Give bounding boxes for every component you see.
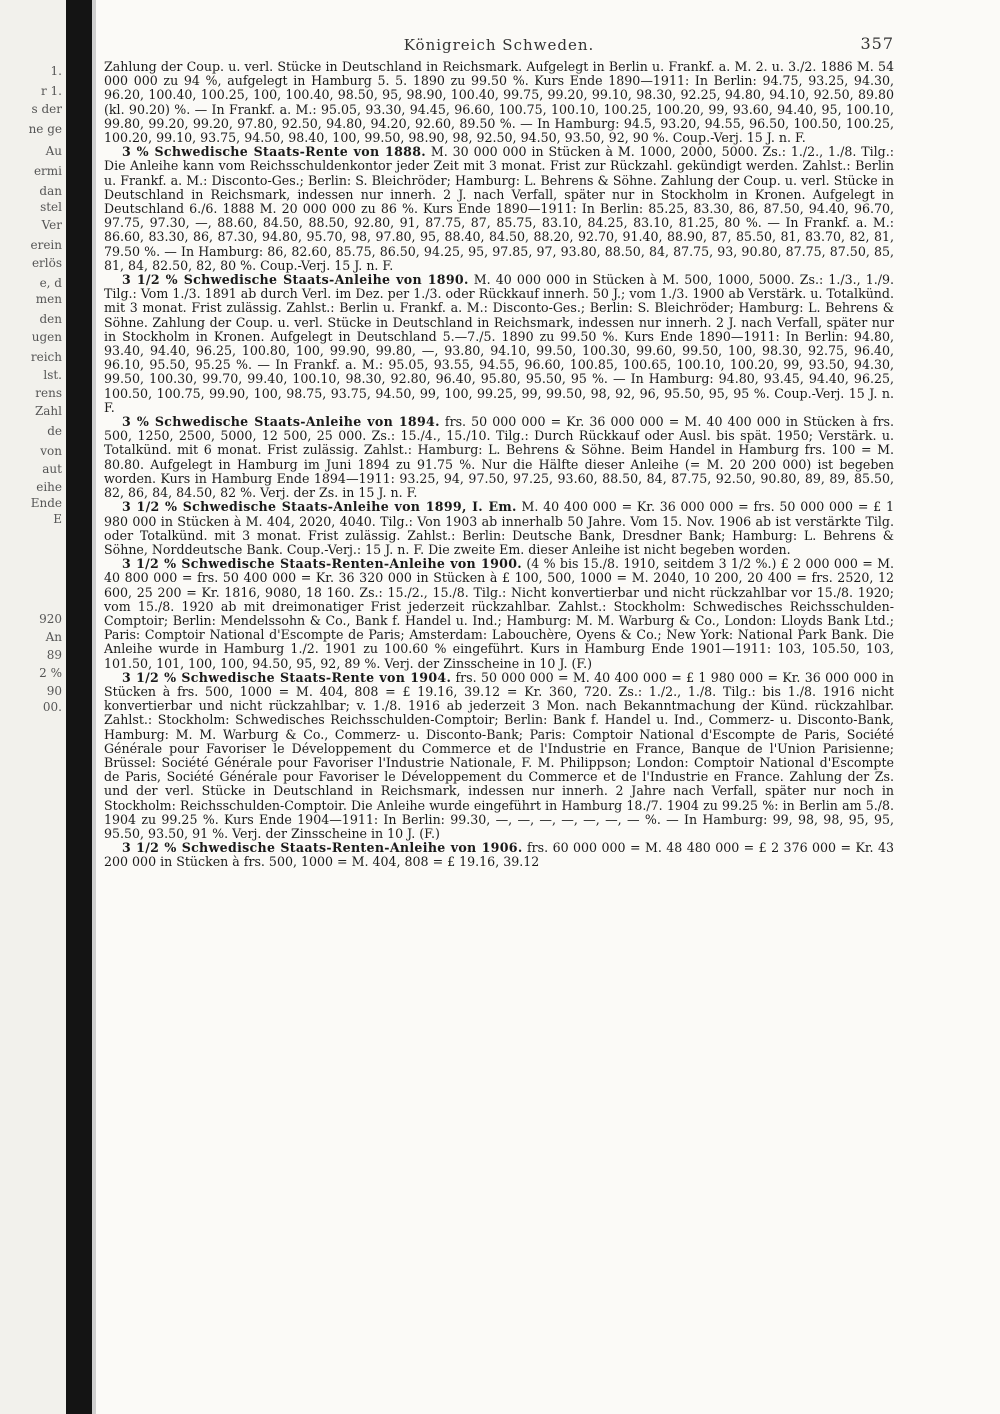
entry-text: M. 40 400 000 = Kr. 36 000 000 = frs. 50 000 000 = £ 1 980 000 in Stücken à M. 404, 2020, 4040. Tilg.: Von 1903 ab innerhalb 50 Jahre. Vom 15. Nov. 1906 ab ist verstärkte Tilg. oder Totalkünd. mit 3 monat. Frist zulässig. Zahlst.: Berlin: Deutsche Bank, Dresdner Bank; Hamburg: L. Behrens & Söhne, Norddeutsche Bank. Coup.-Verj.: 15 J. n. F. Die zweite Em. dieser Anleihe ist nicht begeben worden. [104,499,894,557]
margin-fragment: aut [42,462,62,476]
margin-fragment: E [53,512,62,526]
entry-text: M. 40 000 000 in Stücken à M. 500, 1000, 5000. Zs.: 1./3., 1./9. Tilg.: Vom 1./3. 1891 ab durch Verl. im Dez. per 1./3. oder Rückkauf innerh. 50 J.; vom 1./3. 1900 ab Verstärk. u. Totalkünd. mit 3 monat. Frist zulässig. Zahlst.: Berlin u. Frankf. a. M.: Disconto-Ges.; Berlin: S. Bleichröder; Hamburg: L. Behrens & Söhne. Zahlung der Coup. u. verl. Stücke in Deutschland in Reichsmark, indessen nur innerh. 2 J. nach Verfall, später nur in Stockholm in Kronen. Aufgelegt in Deutschland 5.—7./5. 1890 zu 99.50 %. Kurs Ende 1890—1911: In Berlin: 94.80, 93.40, 94.40, 96.25, 100.80, 100, 99.90, 99.80, —, 93.80, 94.10, 99.50, 100.30, 99.60, 99.50, 100, 98.30, 92.75, 96.40, 96.10, 95.50, 95.25 %. — In Frankf. a. M.: 95.05, 93.55, 94.55, 96.60, 100.85, 100.65, 100.10, 100.20, 99, 93.50, 94.30, 99.50, 100.30, 99.70, 99.40, 100.10, 98.30, 92.80, 96.40, 95.80, 95.50, 95 %. — In Hamburg: 94.80, 93.45, 94.40, 96.25, 100.50, 100.75, 99.90, 100, 98.75, 93.75, 94.50, 99, 100, 99.25, 99, 99.50, 98, 92, 96, 95.50, 95, 95 %. Coup.-Verj. 15 J. n. F. [104,272,894,415]
margin-fragment: Ende [30,496,62,510]
entry-text: M. 30 000 000 in Stücken à M. 1000, 2000, 5000. Zs.: 1./2., 1./8. Tilg.: Die Anleihe kann vom Reichsschuldenkontor jeder Zeit mit 3 monat. Frist zur Rückzahl. gekündigt werden. Zahlst.: Berlin u. Frankf. a. M.: Disconto-Ges.; Berlin: S. Bleichröder; Hamburg: L. Behrens & Söhne. Zahlung der Coup. u. verl. Stücke in Deutschland in Reichsmark, indessen nur innerh. 2 J. nach Verfall, später nur in Stockholm in Kronen. Aufgelegt in Deutschland 6./6. 1888 M. 20 000 000 zu 86 %. Kurs Ende 1890—1911: In Berlin: 85.25, 83.30, 86, 87.50, 94.40, 96.70, 97.75, 97.30, —, 88.60, 84.50, 88.50, 92.80, 91, 87.75, 87, 85.75, 83.10, 84.25, 83.10, 81.25, 80 %. — In Frankf. a. M.: 86.60, 83.30, 86, 87.30, 94.80, 95.70, 98, 97.80, 95, 88.40, 84.50, 88.20, 92.70, 91.40, 88.90, 87, 85.50, 81, 83.70, 82, 81, 79.50 %. — In Hamburg: 86, 82.60, 85.75, 86.50, 94.25, 95, 97.85, 97, 93.80, 88.50, 84, 87.75, 93, 90.80, 87.75, 87.50, 85, 81, 84, 82.50, 82, 80 %. Coup.-Verj. 15 J. n. F. [104,144,894,273]
entry-text: frs. 50 000 000 = M. 40 400 000 = £ 1 980 000 = Kr. 36 000 000 in Stücken à frs. 500, 1000 = M. 404, 808 = £ 19.16, 39.12 = Kr. 360, 720. Zs.: 1./2., 1./8. Tilg.: bis 1./8. 1916 nicht konvertierbar und nicht rückzahlbar; v. 1./8. 1916 ab jederzeit 3 Mon. nach Bekanntmachung der Künd. rückzahlbar. Zahlst.: Stockholm: Schwedisches Reichsschulden-Comptoir; Berlin: Bank f. Handel u. Ind., Commerz- u. Disconto-Bank, Hamburg: M. M. Warburg & Co., Commerz- u. Disconto-Bank; Paris: Comptoir National d'Escompte de Paris, Société Générale pour Favoriser le Développement du Commerce et de l'Industrie en France, Banque de l'Union Parisienne; Brüssel: Société Générale pour Favoriser l'Industrie Nationale, F. M. Philippson; London: Comptoir National d'Escompte de Paris, Société Générale pour Favoriser le Développement du Commerce et de l'Industrie en France. Zahlung der Zs. und der verl. Stücke in Deutschland in Reichsmark, indessen nur innerh. 2 Jahre nach Verfall, später nur noch in Stockholm: Reichsschulden-Comptoir. Die Anleihe wurde eingeführt in Hamburg 18./7. 1904 zu 99.25 %: in Berlin am 5./8. 1904 zu 99.25 %. Kurs Ende 1904—1911: In Berlin: 99.30, —, —, —, —, —, —, — %. — In Hamburg: 99, 98, 98, 95, 95, 95.50, 93.50, 91 %. Verj. der Zinsscheine in 10 J. (F.) [104,669,894,841]
gutter-line [92,0,96,1414]
margin-fragment: von [40,444,62,458]
adjacent-page-edge [0,0,66,1414]
entry-1899 [104,500,894,557]
entry-heading: 3 % Schwedische Staats-Rente von 1888. [122,144,426,160]
book-spine-shadow [66,0,92,1414]
entry-1904 [104,671,894,841]
margin-fragment: Zahl [34,404,62,418]
margin-fragment: 00. [42,700,62,714]
entry-heading: 3 1/2 % Schwedische Staats-Anleihe von 1899, I. Em. [122,499,517,515]
margin-fragment: 920 [39,612,62,626]
margin-fragment: 1. [50,64,62,78]
margin-fragment: s der [31,102,62,116]
margin-fragment: de [47,424,62,438]
margin-fragment: stel [40,200,62,214]
margin-fragment: Ver [41,218,62,232]
entry-heading: 3 % Schwedische Staats-Anleihe von 1894. [122,414,440,430]
margin-fragment: eihe [36,480,62,494]
entry-1890 [104,273,894,415]
margin-fragment: dan [39,184,62,198]
margin-fragment: ugen [31,330,62,344]
document-page [104,30,894,1390]
entry-1888 [104,145,894,273]
entry-1894 [104,415,894,500]
margin-fragment: men [35,292,62,306]
margin-fragment: ermi [33,164,62,178]
margin-fragment: Au [45,144,62,158]
margin-fragment: rens [35,386,62,400]
entry-text: frs. 60 000 000 = M. 48 480 000 = £ 2 376 000 = Kr. 43 200 000 in Stücken à frs. 500, 1000 = M. 404, 808 = £ 19.16, 39.12 [104,840,894,870]
margin-fragment: 89 [46,648,62,662]
margin-fragment: erlös [31,256,62,270]
entry-heading: 3 1/2 % Schwedische Staats-Rente von 1904. [122,669,452,685]
margin-fragment: 2 % [39,666,62,680]
entry-text: Zahlung der Coup. u. verl. Stücke in Deutschland in Reichsmark. Aufgelegt in Berlin u. Frankf. a. M. 2. u. 3./2. 1886 M. 54 000 000 zu 94 %, aufgelegt in Hamburg 5. 5. 1890 zu 99.50 %. Kurs Ende 1890—1911: In Berlin: 94.75, 93.25, 94.30, 96.20, 100.40, 100.25, 100, 100.40, 98.50, 95, 98.90, 100.40, 99.75, 99.20, 99.10, 98.30, 92.25, 94.80, 94.10, 92.50, 89.80 (kl. 90.20) %. — In Frankf. a. M.: 95.05, 93.30, 94.45, 96.60, 100.75, 100.10, 100.25, 100.20, 99, 93.60, 94.40, 95, 100.10, 99.80, 99.20, 99.20, 97.80, 92.50, 94.80, 94.20, 92.60, 89.50 %. — In Hamburg: 94.5, 93.20, 94.55, 96.50, 100.50, 100.25, 100.20, 99.10, 93.75, 94.50, 98.40, 100, 99.50, 98.90, 98, 92.50, 94.50, 93.50, 92, 90 %. Coup.-Verj. 15 J. n. F. [104,59,894,146]
margin-fragment: lst. [43,368,62,382]
entry-text: frs. 50 000 000 = Kr. 36 000 000 = M. 40 400 000 in Stücken à frs. 500, 1250, 2500, 5000, 12 500, 25 000. Zs.: 15./4., 15./10. Tilg.: Durch Rückkauf oder Ausl. bis spät. 1950; Verstärk. u. Totalkünd. mit 6 monat. Frist zulässig. Zahlst.: Hamburg: L. Behrens & Söhne. Beim Handel in Hamburg frs. 100 = M. 80.80. Aufgelegt in Hamburg im Juni 1894 zu 91.75 %. Nur die Hälfte dieser Anleihe (= M. 20 200 000) ist begeben worden. Kurs in Hamburg Ende 1894—1911: 93.25, 94, 97.50, 97.25, 93.60, 88.50, 84, 87.75, 92.50, 90.80, 89, 89, 85.50, 82, 86, 84, 84.50, 82 %. Verj. der Zs. in 15 J. n. F. [104,414,894,501]
entry-intro [104,60,894,145]
margin-fragment: An [45,630,62,644]
running-title: Königreich Schweden. [403,36,595,54]
page-number: 357 [860,34,894,53]
margin-fragment: reich [30,350,62,364]
margin-fragment: erein [30,238,62,252]
page-content [104,60,894,870]
entry-1900 [104,557,894,671]
entry-heading: 3 1/2 % Schwedische Staats-Renten-Anleihe von 1906. [122,840,523,856]
entry-text: (4 % bis 15./8. 1910, seitdem 3 1/2 %.) £ 2 000 000 = M. 40 800 000 = frs. 50 400 000 = Kr. 36 320 000 in Stücken à £ 100, 500, 1000 = M. 2040, 10 200, 20 400 = frs. 2520, 12 600, 25 200 = Kr. 1816, 9080, 18 160. Zs.: 15./2., 15./8. Tilg.: Nicht konvertierbar und nicht rückzahlbar vor 15./8. 1920; vom 15./8. 1920 ab mit dreimonatiger Frist jederzeit rückzahlbar. Zahlst.: Stockholm: Schwedisches Reichsschulden-Comptoir; Berlin: Mendelssohn & Co., Bank f. Handel u. Ind.; Hamburg: M. M. Warburg & Co., London: Lloyds Bank Ltd.; Paris: Comptoir National d'Escompte de Paris; Amsterdam: Labouchère, Oyens & Co.; New York: National Park Bank. Die Anleihe wurde in Hamburg 1./2. 1901 zu 100.60 % eingeführt. Kurs in Hamburg Ende 1901—1911: 103, 105.50, 103, 101.50, 101, 100, 100, 94.50, 95, 92, 89 %. Verj. der Zinsscheine in 10 J. (F.) [104,556,894,671]
margin-fragment: den [39,312,62,326]
entry-heading: 3 1/2 % Schwedische Staats-Anleihe von 1890. [122,272,469,288]
page-header [104,30,894,60]
margin-fragment: e, d [39,276,62,290]
margin-fragment: ne ge [28,122,62,136]
margin-fragment: 90 [46,684,62,698]
margin-fragment: r 1. [41,84,62,98]
entry-heading: 3 1/2 % Schwedische Staats-Renten-Anleihe von 1900. [122,556,522,572]
entry-1906 [104,841,894,869]
